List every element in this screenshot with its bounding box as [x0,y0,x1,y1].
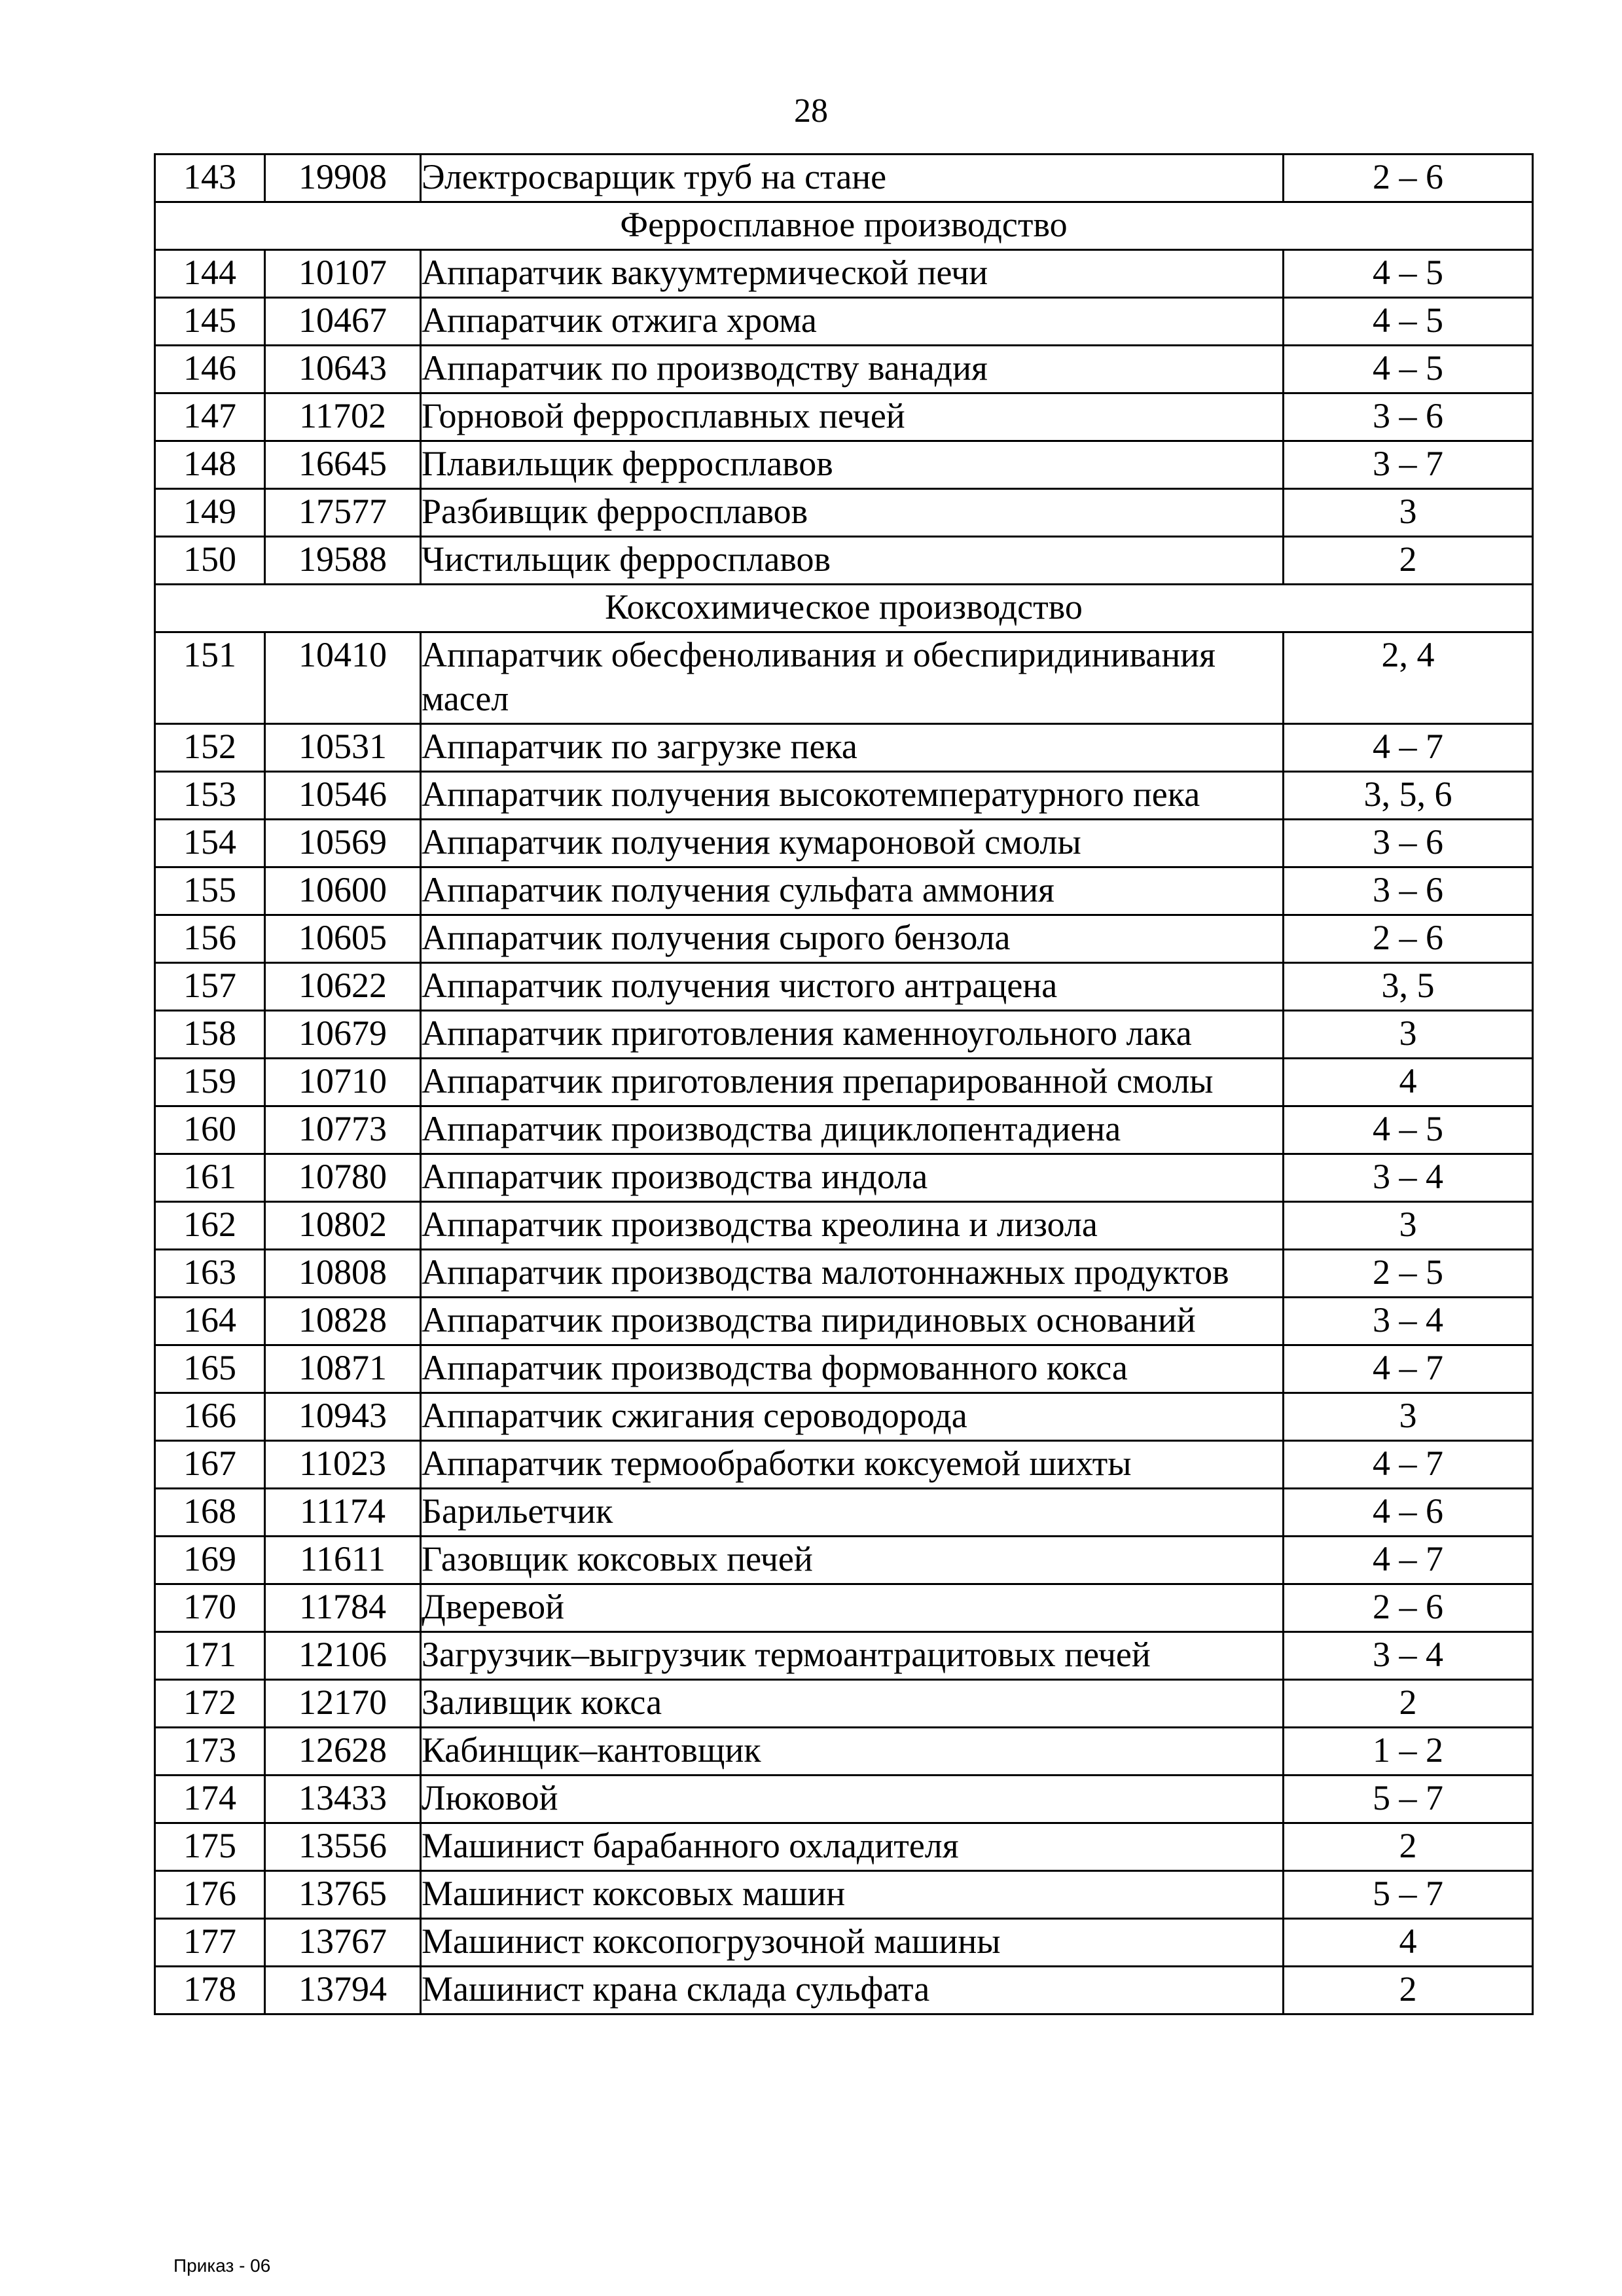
row-number-cell: 160 [155,1106,265,1154]
table-row [155,915,1533,963]
profession-code-cell: 10808 [265,1250,421,1298]
row-number-cell: 178 [155,1967,265,2014]
row-number-cell: 166 [155,1393,265,1441]
profession-code-cell: 10773 [265,1106,421,1154]
profession-name-cell: Аппаратчик сжигания сероводорода [421,1393,1284,1441]
grade-range-cell: 3 [1284,1202,1533,1250]
row-number-cell: 145 [155,298,265,346]
row-number-cell: 150 [155,537,265,585]
table-row [155,1441,1533,1489]
profession-code-cell: 19908 [265,155,421,202]
profession-name-cell: Плавильщик ферросплавов [421,441,1284,489]
profession-code-cell: 10107 [265,250,421,298]
profession-name-cell: Аппаратчик обесфеноливания и обеспиридинивания масел [421,632,1284,724]
grade-range-cell: 4 – 5 [1284,250,1533,298]
row-number-cell: 155 [155,867,265,915]
table-row [155,1919,1533,1967]
grade-range-cell: 3 [1284,1011,1533,1059]
profession-code-cell: 10467 [265,298,421,346]
profession-code-cell: 10780 [265,1154,421,1202]
table-row [155,393,1533,441]
profession-name-cell: Аппаратчик производства формованного кокса [421,1345,1284,1393]
table-row [155,1202,1533,1250]
table-row [155,963,1533,1011]
profession-code-cell: 17577 [265,489,421,537]
grade-range-cell: 1 – 2 [1284,1728,1533,1776]
table-row [155,1154,1533,1202]
grade-range-cell: 4 – 5 [1284,1106,1533,1154]
profession-code-cell: 10828 [265,1298,421,1345]
table-row [155,772,1533,820]
footer-order-label: Приказ - 06 [173,2255,271,2276]
row-number-cell: 165 [155,1345,265,1393]
table-row [155,1106,1533,1154]
profession-name-cell: Загрузчик–выгрузчик термоантрацитовых печей [421,1632,1284,1680]
table-row [155,1967,1533,2014]
profession-name-cell: Аппаратчик производства дициклопентадиена [421,1106,1284,1154]
row-number-cell: 148 [155,441,265,489]
row-number-cell: 143 [155,155,265,202]
row-number-cell: 169 [155,1537,265,1584]
grade-range-cell: 4 – 6 [1284,1489,1533,1537]
table-body [155,155,1533,2014]
table-row [155,1728,1533,1776]
row-number-cell: 171 [155,1632,265,1680]
profession-code-cell: 12628 [265,1728,421,1776]
profession-code-cell: 19588 [265,537,421,585]
table-row [155,1680,1533,1728]
row-number-cell: 159 [155,1059,265,1106]
profession-name-cell: Барильетчик [421,1489,1284,1537]
grade-range-cell: 3 – 4 [1284,1154,1533,1202]
table-row [155,1250,1533,1298]
table-row [155,1011,1533,1059]
grade-range-cell: 5 – 7 [1284,1871,1533,1919]
row-number-cell: 156 [155,915,265,963]
profession-name-cell: Аппаратчик приготовления каменноугольного лака [421,1011,1284,1059]
profession-name-cell: Чистильщик ферросплавов [421,537,1284,585]
row-number-cell: 157 [155,963,265,1011]
profession-name-cell: Разбивщик ферросплавов [421,489,1284,537]
profession-name-cell: Машинист барабанного охладителя [421,1823,1284,1871]
section-title: Коксохимическое производство [155,585,1533,632]
profession-code-cell: 10600 [265,867,421,915]
grade-range-cell: 2 [1284,537,1533,585]
table-row [155,1059,1533,1106]
section-title: Ферросплавное производство [155,202,1533,250]
profession-name-cell: Машинист коксопогрузочной машины [421,1919,1284,1967]
profession-code-cell: 10569 [265,820,421,867]
profession-name-cell: Газовщик коксовых печей [421,1537,1284,1584]
row-number-cell: 173 [155,1728,265,1776]
grade-range-cell: 3 [1284,1393,1533,1441]
profession-name-cell: Аппаратчик термообработки коксуемой шихты [421,1441,1284,1489]
profession-code-cell: 13433 [265,1776,421,1823]
profession-name-cell: Аппаратчик вакуумтермической печи [421,250,1284,298]
row-number-cell: 151 [155,632,265,724]
row-number-cell: 163 [155,1250,265,1298]
grade-range-cell: 2 – 6 [1284,1584,1533,1632]
profession-name-cell: Аппаратчик приготовления препарированной смолы [421,1059,1284,1106]
profession-code-cell: 13556 [265,1823,421,1871]
profession-table [154,153,1534,2015]
row-number-cell: 167 [155,1441,265,1489]
grade-range-cell: 3, 5, 6 [1284,772,1533,820]
profession-code-cell: 12106 [265,1632,421,1680]
grade-range-cell: 2, 4 [1284,632,1533,724]
table-row [155,1345,1533,1393]
profession-code-cell: 13794 [265,1967,421,2014]
profession-code-cell: 10679 [265,1011,421,1059]
profession-code-cell: 11023 [265,1441,421,1489]
section-header-row [155,202,1533,250]
table-row [155,1298,1533,1345]
row-number-cell: 154 [155,820,265,867]
profession-name-cell: Заливщик кокса [421,1680,1284,1728]
profession-name-cell: Горновой ферросплавных печей [421,393,1284,441]
profession-name-cell: Аппаратчик получения чистого антрацена [421,963,1284,1011]
grade-range-cell: 2 [1284,1967,1533,2014]
profession-name-cell: Дверевой [421,1584,1284,1632]
table-row [155,867,1533,915]
grade-range-cell: 5 – 7 [1284,1776,1533,1823]
row-number-cell: 168 [155,1489,265,1537]
profession-name-cell: Аппаратчик получения сульфата аммония [421,867,1284,915]
profession-code-cell: 10546 [265,772,421,820]
grade-range-cell: 4 [1284,1919,1533,1967]
row-number-cell: 175 [155,1823,265,1871]
profession-code-cell: 10531 [265,724,421,772]
grade-range-cell: 2 – 6 [1284,155,1533,202]
row-number-cell: 162 [155,1202,265,1250]
table-row [155,250,1533,298]
row-number-cell: 152 [155,724,265,772]
profession-name-cell: Аппаратчик получения сырого бензола [421,915,1284,963]
grade-range-cell: 2 [1284,1823,1533,1871]
grade-range-cell: 3 – 7 [1284,441,1533,489]
profession-code-cell: 13767 [265,1919,421,1967]
row-number-cell: 146 [155,346,265,393]
grade-range-cell: 4 – 5 [1284,346,1533,393]
row-number-cell: 147 [155,393,265,441]
grade-range-cell: 4 – 5 [1284,298,1533,346]
table-row [155,724,1533,772]
profession-name-cell: Аппаратчик получения высокотемпературного пека [421,772,1284,820]
grade-range-cell: 3 – 4 [1284,1298,1533,1345]
profession-name-cell: Аппаратчик по загрузке пека [421,724,1284,772]
profession-code-cell: 10871 [265,1345,421,1393]
row-number-cell: 177 [155,1919,265,1967]
table-row [155,1776,1533,1823]
profession-name-cell: Аппаратчик отжига хрома [421,298,1284,346]
row-number-cell: 149 [155,489,265,537]
profession-code-cell: 10943 [265,1393,421,1441]
table-row [155,441,1533,489]
table-row [155,1632,1533,1680]
row-number-cell: 174 [155,1776,265,1823]
row-number-cell: 176 [155,1871,265,1919]
profession-code-cell: 10605 [265,915,421,963]
grade-range-cell: 4 – 7 [1284,1441,1533,1489]
table-row [155,820,1533,867]
row-number-cell: 164 [155,1298,265,1345]
profession-name-cell: Аппаратчик по производству ванадия [421,346,1284,393]
table-row [155,1393,1533,1441]
table-row [155,1871,1533,1919]
profession-code-cell: 10710 [265,1059,421,1106]
grade-range-cell: 3, 5 [1284,963,1533,1011]
profession-name-cell: Машинист коксовых машин [421,1871,1284,1919]
profession-code-cell: 11611 [265,1537,421,1584]
row-number-cell: 158 [155,1011,265,1059]
profession-code-cell: 10802 [265,1202,421,1250]
profession-code-cell: 11784 [265,1584,421,1632]
grade-range-cell: 2 – 5 [1284,1250,1533,1298]
profession-code-cell: 16645 [265,441,421,489]
page-number: 28 [794,92,828,130]
section-header-row [155,585,1533,632]
grade-range-cell: 4 [1284,1059,1533,1106]
row-number-cell: 144 [155,250,265,298]
table-row [155,1823,1533,1871]
profession-name-cell: Аппаратчик получения кумароновой смолы [421,820,1284,867]
table-row [155,489,1533,537]
table-row [155,1537,1533,1584]
profession-name-cell: Аппаратчик производства малотоннажных продуктов [421,1250,1284,1298]
grade-range-cell: 3 – 6 [1284,820,1533,867]
grade-range-cell: 2 – 6 [1284,915,1533,963]
grade-range-cell: 4 – 7 [1284,1345,1533,1393]
profession-code-cell: 10643 [265,346,421,393]
profession-name-cell: Кабинщик–кантовщик [421,1728,1284,1776]
grade-range-cell: 3 [1284,489,1533,537]
profession-name-cell: Люковой [421,1776,1284,1823]
profession-name-cell: Машинист крана склада сульфата [421,1967,1284,2014]
profession-name-cell: Аппаратчик производства пиридиновых оснований [421,1298,1284,1345]
table-row [155,1489,1533,1537]
table-row [155,1584,1533,1632]
profession-name-cell: Электросварщик труб на стане [421,155,1284,202]
profession-code-cell: 10410 [265,632,421,724]
profession-code-cell: 11174 [265,1489,421,1537]
table-row [155,298,1533,346]
profession-name-cell: Аппаратчик производства креолина и лизола [421,1202,1284,1250]
grade-range-cell: 3 – 6 [1284,393,1533,441]
profession-name-cell: Аппаратчик производства индола [421,1154,1284,1202]
grade-range-cell: 3 – 4 [1284,1632,1533,1680]
row-number-cell: 172 [155,1680,265,1728]
table-row [155,537,1533,585]
grade-range-cell: 3 – 6 [1284,867,1533,915]
row-number-cell: 170 [155,1584,265,1632]
profession-code-cell: 11702 [265,393,421,441]
table-row [155,155,1533,202]
profession-code-cell: 12170 [265,1680,421,1728]
grade-range-cell: 2 [1284,1680,1533,1728]
row-number-cell: 161 [155,1154,265,1202]
table-row [155,346,1533,393]
profession-code-cell: 13765 [265,1871,421,1919]
row-number-cell: 153 [155,772,265,820]
grade-range-cell: 4 – 7 [1284,724,1533,772]
grade-range-cell: 4 – 7 [1284,1537,1533,1584]
table-row [155,632,1533,724]
profession-code-cell: 10622 [265,963,421,1011]
